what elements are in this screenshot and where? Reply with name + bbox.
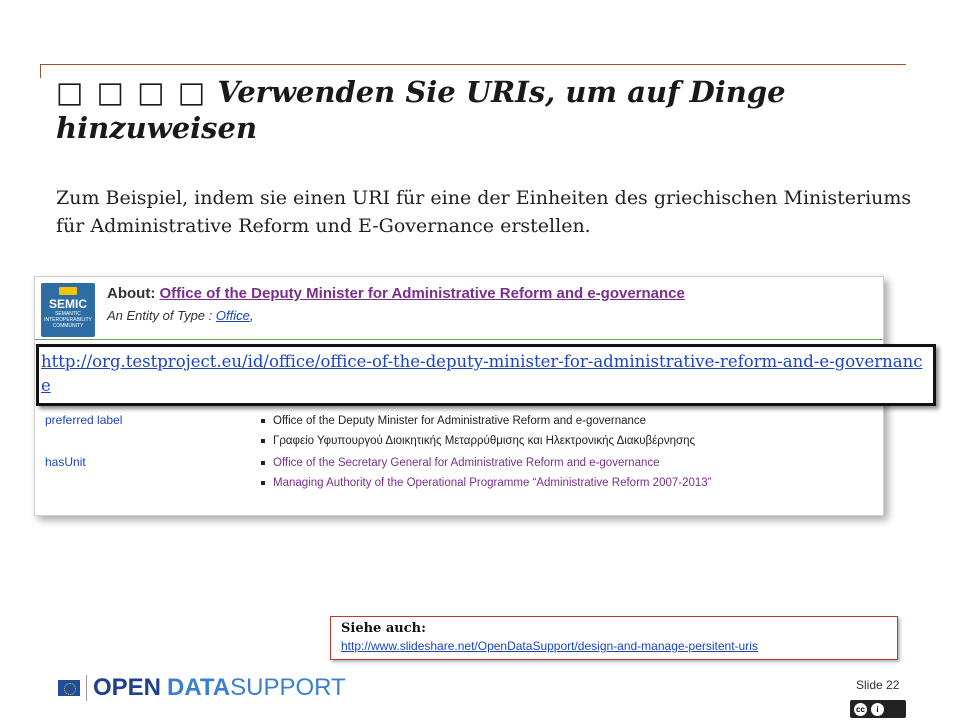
slide-body-text: Zum Beispiel, indem sie einen URI für eine der Einheiten des griechischen Ministeriums für Administrative Reform und E-Governance erstellen. xyxy=(56,187,912,237)
has-unit-values xyxy=(259,453,712,493)
title-text: Verwenden Sie URIs, um auf Dinge hinzuweisen xyxy=(56,75,786,145)
cc-icon: cc xyxy=(854,703,867,716)
creative-commons-badge xyxy=(850,700,906,718)
eu-flag-icon xyxy=(59,287,77,295)
slide-title xyxy=(56,74,916,146)
semic-logo xyxy=(41,283,95,337)
brand-open: OPEN xyxy=(93,674,162,701)
list-item[interactable]: Office of the Secretary General for Administrative Reform and e-governance xyxy=(259,453,712,473)
list-item[interactable]: Managing Authority of the Operational Programme “Administrative Reform 2007-2013” xyxy=(259,473,712,493)
preferred-label-property[interactable]: preferred label xyxy=(45,413,123,427)
list-item: Γραφείο Υφυπουργού Διοικητικής Μεταρρύθμισης και Ηλεκτρονικής Διακυβέρνησης xyxy=(259,431,695,451)
see-also-label: Siehe auch: xyxy=(341,621,426,636)
title-frame-top-line xyxy=(40,64,906,65)
semic-logo-subtext: SEMANTIC INTEROPERABILITY COMMUNITY xyxy=(44,311,92,329)
by-icon: i xyxy=(871,703,884,716)
entity-type-link[interactable]: Office xyxy=(215,308,250,323)
brand-data: DATA xyxy=(167,674,231,701)
logo-divider xyxy=(86,675,87,701)
panel-divider xyxy=(35,339,884,340)
eu-flag-icon xyxy=(58,680,80,696)
open-data-support-logo xyxy=(58,674,346,702)
uri-callout-box xyxy=(36,344,936,406)
entity-type-line xyxy=(107,308,253,323)
list-item: Office of the Deputy Minister for Administrative Reform and e-governance xyxy=(259,411,695,431)
title-placeholder-glyphs: □ □ □ □ xyxy=(56,75,208,109)
see-also-box xyxy=(330,616,898,660)
brand-support: SUPPORT xyxy=(230,674,346,701)
slide-number: Slide 22 xyxy=(856,678,900,692)
preferred-label-values xyxy=(259,411,695,451)
about-label: About: xyxy=(107,285,156,302)
semic-logo-text: SEMIC xyxy=(48,297,87,311)
has-unit-property[interactable]: hasUnit xyxy=(45,455,86,469)
about-heading xyxy=(107,285,685,302)
see-also-link[interactable]: http://www.slideshare.net/OpenDataSupport/design-and-manage-persitent-uris xyxy=(341,639,758,653)
uri-link[interactable]: http://org.testproject.eu/id/office/office-of-the-deputy-minister-for-administrative-reform-and-e-governance xyxy=(41,352,923,395)
entity-prefix: An Entity of Type : xyxy=(107,308,213,323)
about-link[interactable]: Office of the Deputy Minister for Administrative Reform and e-governance xyxy=(159,285,685,302)
entity-suffix: , xyxy=(249,308,254,323)
title-frame-left-line xyxy=(40,64,41,78)
